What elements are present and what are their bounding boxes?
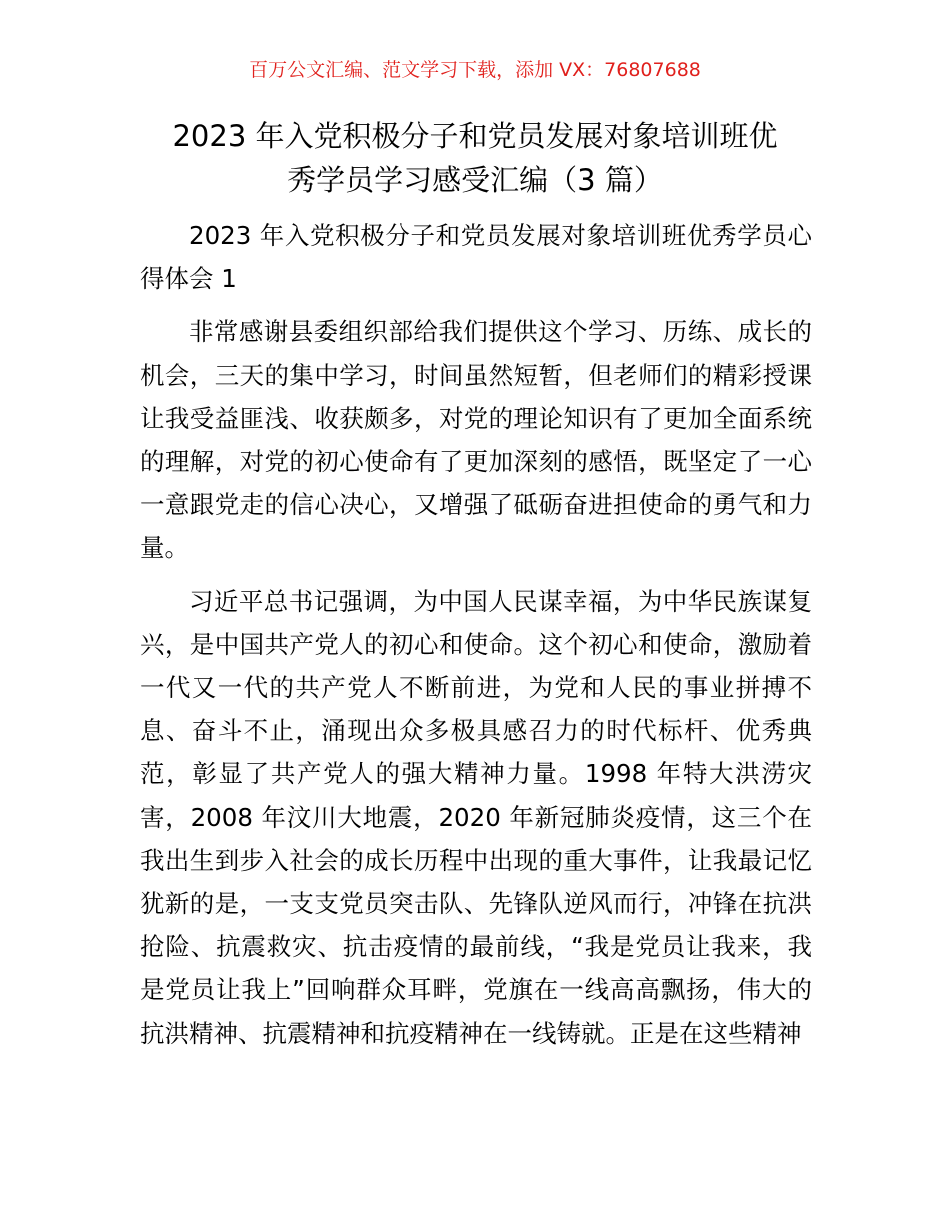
body-paragraph-1: 非常感谢县委组织部给我们提供这个学习、历练、成长的机会，三天的集中学习，时间虽然短暂，但老师们的精彩授课让我受益匪浅、收获颇多，对党的理论知识有了更加全面系统的理解，对党的初心使命有了更加深刻的感悟，既坚定了一心一意跟党走的信心决心，又增强了砥砺奋进担使命的勇气和力量。 [140,317,812,563]
promo-header-note: 百万公文汇编、范文学习下载，添加 VX：76807688 [249,59,701,81]
section-subheading: 2023 年入党积极分子和党员发展对象培训班优秀学员心得体会 1 [140,221,812,294]
document-title-line-2: 秀学员学习感受汇编（3 篇） [287,163,663,197]
document-title [140,114,810,202]
document-body [140,214,812,1055]
body-paragraph-2: 习近平总书记强调，为中国人民谋幸福，为中华民族谋复兴，是中国共产党人的初心和使命。这个初心和使命，激励着一代又一代的共产党人不断前进，为党和人民的事业拼搏不息、奋斗不止，涌现出众多极具感召力的时代标杆、优秀典范，彰显了共产党人的强大精神力量。1998 年特大洪涝灾害，2008 年汶川大地震，2020 年新冠肺炎疫情，这三个在我出生到步入社会的成长历程中出现的重大事件，让我最记忆犹新的是，一支支党员突击队、先锋队逆风而行，冲锋在抗洪抢险、抗震救灾、抗击疫情的最前线，“我是党员让我来，我是党员让我上”回响群众耳畔，党旗在一线高高飘扬，伟大的抗洪精神、抗震精神和抗疫精神在一线铸就。正是在这些精神 [140,586,812,1048]
document-title-line-1: 2023 年入党积极分子和党员发展对象培训班优 [172,119,778,153]
